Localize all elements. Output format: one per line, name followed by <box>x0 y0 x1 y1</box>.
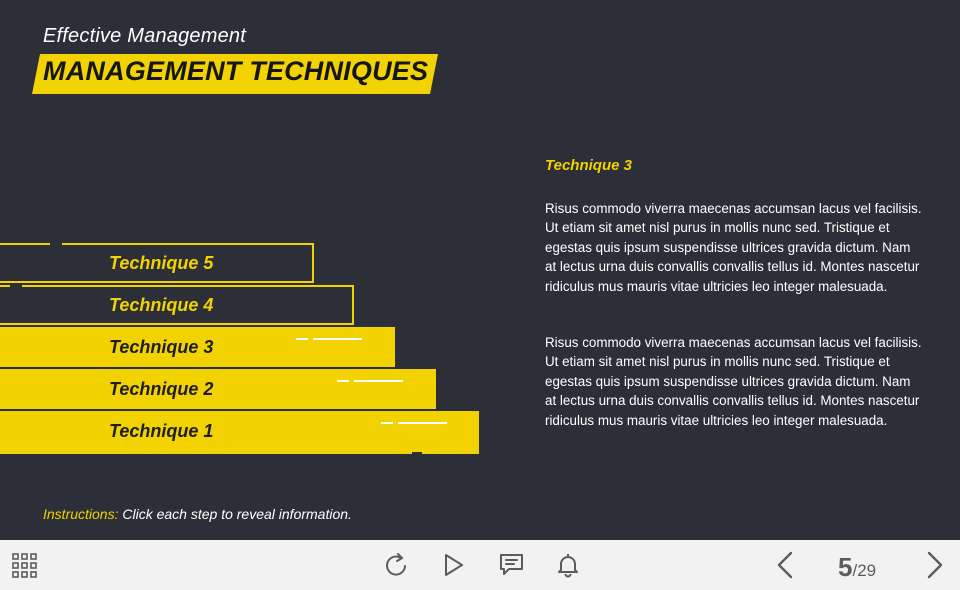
comment-icon[interactable] <box>499 553 524 577</box>
detail-paragraph-2: Risus commodo viverra maecenas accumsan lacus vel facilisis. Ut etiam sit amet nisl purus in mollis nunc sed. Tristique et egestas quis ipsum suspendisse ultrices gravida dictum. Nam at lectus urna duis convallis convallis tellus id. Montes nascetur ridiculus mus mauris vitae ultricies leo integer malesuada. <box>545 335 922 428</box>
step-gap <box>10 284 22 287</box>
step-technique-1[interactable] <box>0 411 479 454</box>
step-highlight <box>354 380 403 382</box>
step-label: Technique 1 <box>109 421 214 441</box>
replay-icon[interactable] <box>385 552 409 578</box>
step-label: Technique 5 <box>109 253 214 273</box>
step-technique-2[interactable] <box>0 369 436 409</box>
step-notch <box>412 452 422 454</box>
step-label: Technique 3 <box>109 337 214 357</box>
detail-paragraph-1: Risus commodo viverra maecenas accumsan lacus vel facilisis. Ut etiam sit amet nisl purus in mollis nunc sed. Tristique et egestas quis ipsum suspendisse ultrices gravida dictum. Nam at lectus urna duis convallis convallis tellus id. Montes nascetur ridiculus mus mauris vitae ultricies leo integer malesuada. <box>545 201 922 294</box>
play-icon[interactable] <box>444 553 464 577</box>
page-title: MANAGEMENT TECHNIQUES <box>43 56 429 86</box>
player-toolbar <box>0 540 960 590</box>
instructions-lead: Instructions: <box>43 506 119 522</box>
step-label: Technique 4 <box>109 295 214 315</box>
course-subtitle: Effective Management <box>43 25 246 47</box>
step-highlight <box>337 380 349 382</box>
step-highlight <box>313 338 362 340</box>
instructions <box>43 506 352 522</box>
chevron-right-icon[interactable] <box>926 551 944 579</box>
step-highlight <box>381 422 393 424</box>
detail-title: Technique 3 <box>545 157 632 174</box>
step-technique-4[interactable] <box>0 285 354 325</box>
page-current: 5 <box>838 552 853 582</box>
step-technique-5[interactable] <box>0 243 314 283</box>
chevron-left-icon[interactable] <box>776 551 794 579</box>
step-technique-3[interactable] <box>0 327 395 367</box>
page-total: /29 <box>852 561 877 580</box>
bell-icon[interactable] <box>556 552 580 578</box>
page-counter <box>838 552 876 583</box>
grid-menu-icon[interactable] <box>12 553 37 578</box>
step-gap <box>50 242 62 245</box>
step-highlight <box>398 422 447 424</box>
step-label: Technique 2 <box>109 379 214 399</box>
instructions-text: Click each step to reveal information. <box>118 506 352 522</box>
step-highlight <box>296 338 308 340</box>
